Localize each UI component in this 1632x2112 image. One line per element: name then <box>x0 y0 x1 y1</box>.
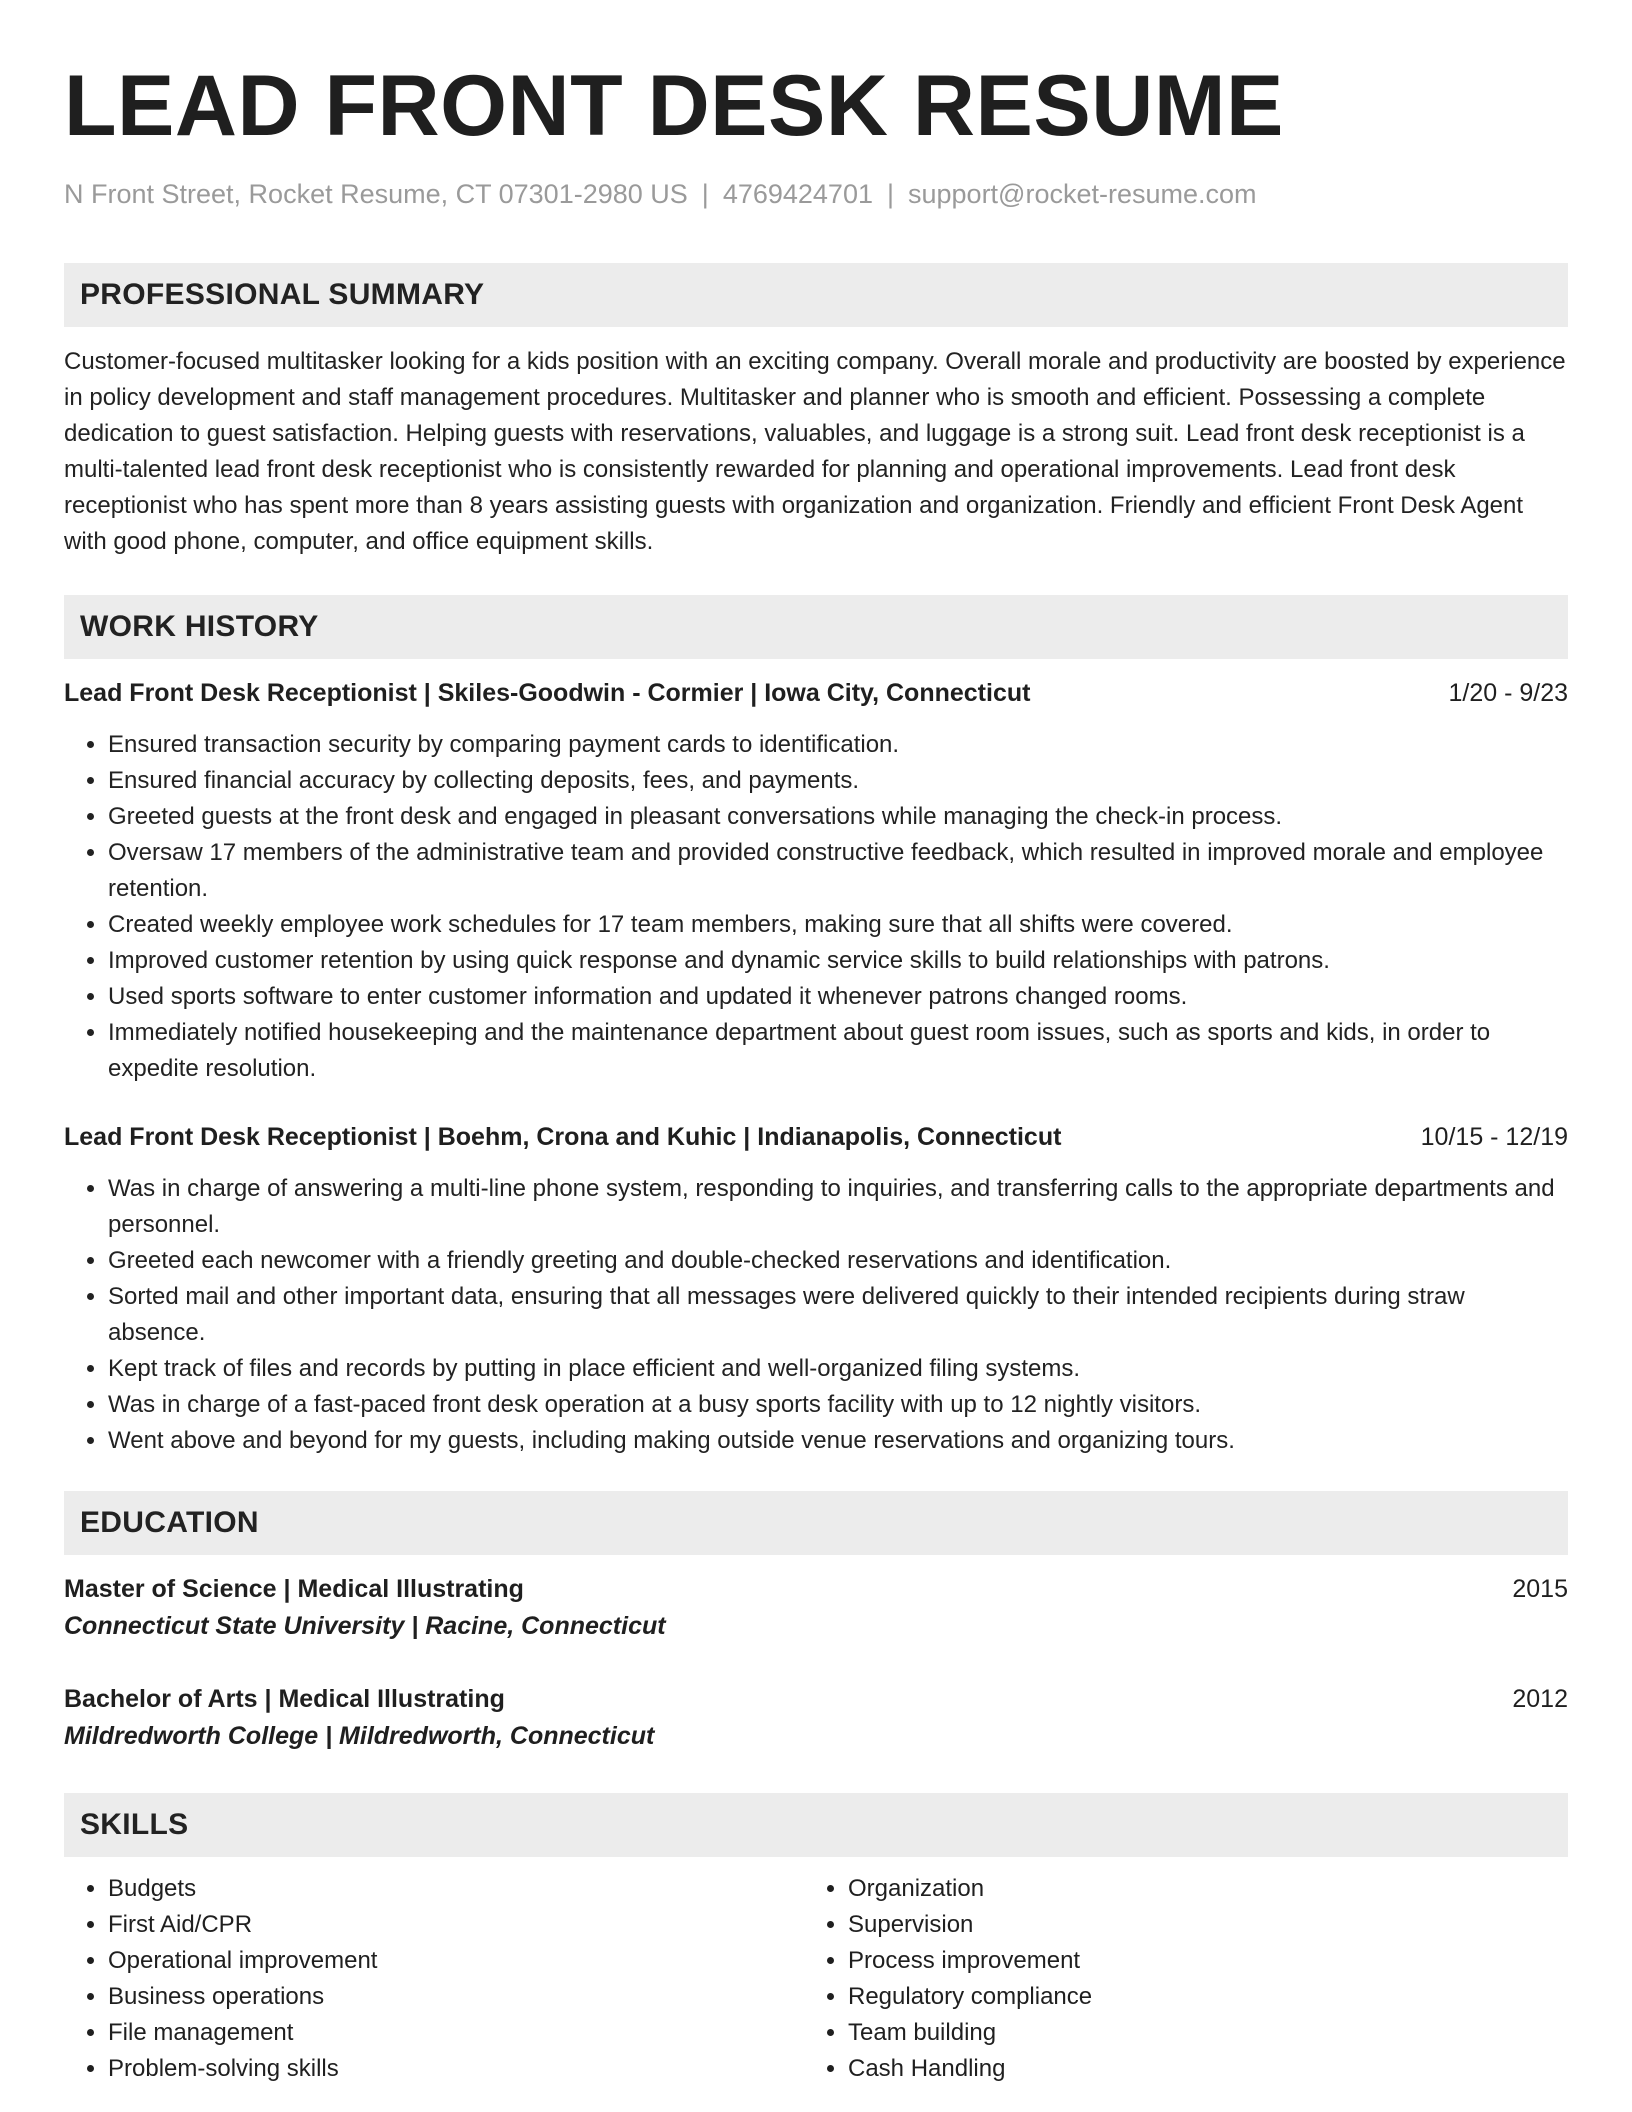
skill-item: • Cash Handling <box>848 2051 1544 2087</box>
skill-item: • Organization <box>848 1871 1544 1907</box>
contact-phone: 4769424701 <box>722 179 873 209</box>
job-bullet: • Kept track of files and records by putting in place efficient and well-organized filing systems. <box>108 1351 1568 1387</box>
job-bullet: • Ensured financial accuracy by collecting deposits, fees, and payments. <box>108 763 1568 799</box>
job-bullet: • Ensured transaction security by comparing payment cards to identification. <box>108 727 1568 763</box>
summary-text: Customer-focused multitasker looking for a kids position with an exciting company. Overall morale and productivity are boosted by experience in policy development and staff management procedures. Multitasker and planner who is smooth and efficient. Possessing a complete dedication to guest satisfaction. Helping guests with reservations, valuables, and luggage is a strong suit. Lead front desk receptionist is a multi-talented lead front desk receptionist who is consistently rewarded for planning and operational improvements. Lead front desk receptionist who has spent more than 8 years assisting guests with organization and organization. Friendly and efficient Front Desk Agent with good phone, computer, and office equipment skills. <box>64 348 1566 555</box>
education-school: Mildredworth College | Mildredworth, Connecticut <box>64 1722 655 1750</box>
job-bullet: • Sorted mail and other important data, ensuring that all messages were delivered quickly to their intended recipients during straw absence. <box>108 1279 1568 1351</box>
job-bullet: • Greeted each newcomer with a friendly greeting and double-checked reservations and identification. <box>108 1243 1568 1279</box>
education-header <box>64 1681 1568 1717</box>
job-bullets <box>64 1171 1568 1459</box>
contact-address: N Front Street, Rocket Resume, CT 07301-2980 US <box>64 179 688 209</box>
contact-email: support@rocket-resume.com <box>908 179 1257 209</box>
job-entry <box>64 675 1568 1087</box>
job-bullet: • Was in charge of a fast-paced front desk operation at a busy sports facility with up to 12 nightly visitors. <box>108 1387 1568 1423</box>
education-year: 2015 <box>1512 1575 1568 1603</box>
resume-title: LEAD FRONT DESK RESUME <box>64 58 1284 154</box>
job-bullet: • Went above and beyond for my guests, including making outside venue reservations and organizing tours. <box>108 1423 1568 1459</box>
contact-separator: | <box>886 179 894 209</box>
education-degree: Master of Science | Medical Illustrating <box>64 1575 524 1603</box>
job-bullet: • Oversaw 17 members of the administrative team and provided constructive feedback, which resulted in improved morale and employee retention. <box>108 835 1568 907</box>
section-header-skills: SKILLS <box>64 1793 1568 1857</box>
skill-item: • Business operations <box>108 1979 804 2015</box>
skill-item: • Team building <box>848 2015 1544 2051</box>
skills-column-left <box>64 1871 804 2087</box>
job-entry <box>64 1119 1568 1459</box>
skill-item: • Problem-solving skills <box>108 2051 804 2087</box>
education-entry <box>64 1571 1568 1645</box>
job-dates: 1/20 - 9/23 <box>1448 679 1568 707</box>
skill-item: • Supervision <box>848 1907 1544 1943</box>
job-bullet: • Created weekly employee work schedules for 17 team members, making sure that all shifts were covered. <box>108 907 1568 943</box>
education-header <box>64 1571 1568 1607</box>
skill-item: • Regulatory compliance <box>848 1979 1544 2015</box>
education-year: 2012 <box>1512 1685 1568 1713</box>
education-school: Connecticut State University | Racine, Connecticut <box>64 1612 666 1640</box>
job-bullet: • Used sports software to enter customer information and updated it whenever patrons changed rooms. <box>108 979 1568 1015</box>
job-title: Lead Front Desk Receptionist | Skiles-Goodwin - Cormier | Iowa City, Connecticut <box>64 679 1031 707</box>
skill-item: • First Aid/CPR <box>108 1907 804 1943</box>
skill-item: • Process improvement <box>848 1943 1544 1979</box>
contact-line <box>64 176 1568 212</box>
job-bullet: • Improved customer retention by using quick response and dynamic service skills to build relationships with patrons. <box>108 943 1568 979</box>
job-bullets <box>64 727 1568 1087</box>
education-degree: Bachelor of Arts | Medical Illustrating <box>64 1685 505 1713</box>
job-header <box>64 1119 1568 1155</box>
skill-item: • Operational improvement <box>108 1943 804 1979</box>
job-dates: 10/15 - 12/19 <box>1420 1123 1568 1151</box>
contact-separator: | <box>701 179 709 209</box>
job-title: Lead Front Desk Receptionist | Boehm, Crona and Kuhic | Indianapolis, Connecticut <box>64 1123 1062 1151</box>
skills-column-right <box>804 1871 1544 2087</box>
skills-grid <box>64 1871 1568 2087</box>
job-bullet: • Was in charge of answering a multi-line phone system, responding to inquiries, and transferring calls to the appropriate departments and personnel. <box>108 1171 1568 1243</box>
job-bullet: • Immediately notified housekeeping and the maintenance department about guest room issues, such as sports and kids, in order to expedite resolution. <box>108 1015 1568 1087</box>
section-header-education: EDUCATION <box>64 1491 1568 1555</box>
section-header-summary: PROFESSIONAL SUMMARY <box>64 263 1568 327</box>
section-header-work-history: WORK HISTORY <box>64 595 1568 659</box>
education-entry <box>64 1681 1568 1755</box>
job-header <box>64 675 1568 711</box>
skill-item: • Budgets <box>108 1871 804 1907</box>
job-bullet: • Greeted guests at the front desk and engaged in pleasant conversations while managing the check-in process. <box>108 799 1568 835</box>
skill-item: • File management <box>108 2015 804 2051</box>
